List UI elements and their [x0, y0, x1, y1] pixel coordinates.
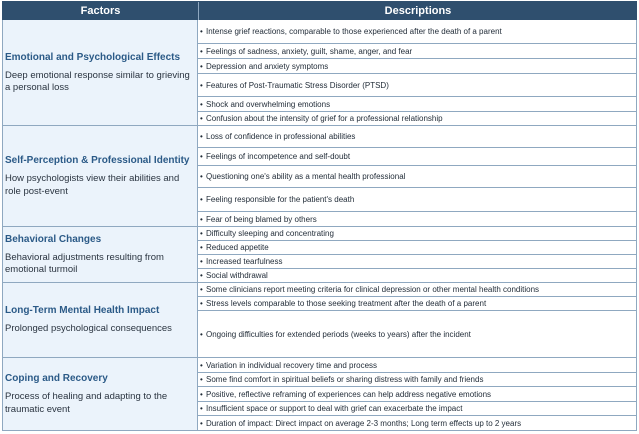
list-item: • Duration of impact: Direct impact on average 2-3 months; Long term effects up to 2 years	[198, 415, 636, 430]
factor-title: Behavioral Changes	[5, 233, 102, 245]
header-factors: Factors	[80, 5, 121, 17]
list-item: • Shock and overwhelming emotions	[198, 96, 636, 111]
factor-title: Coping and Recovery	[5, 373, 108, 384]
factor-title: Long-Term Mental Health Impact	[5, 305, 160, 317]
list-item: • Increased tearfulness	[198, 254, 636, 268]
description-list	[198, 283, 636, 357]
table-header	[2, 1, 637, 20]
factor-description: How psychologists view their abilities and role post-event	[5, 173, 180, 197]
factors-table	[2, 1, 637, 432]
list-item: • Ongoing difficulties for extended periods (weeks to years) after the incident	[198, 310, 636, 357]
list-item: • Depression and anxiety symptoms	[198, 58, 636, 73]
factor-description: Prolonged psychological consequences	[5, 323, 172, 335]
list-item: • Insufficient space or support to deal with grief can exacerbate the impact	[198, 401, 636, 415]
factor-cell	[3, 227, 198, 282]
factor-title: Emotional and Psychological Effects	[5, 51, 181, 63]
list-item: • Positive, reflective reframing of experiences can help address negative emotions	[198, 386, 636, 401]
factor-cell	[3, 20, 198, 125]
section-long-term	[2, 283, 637, 358]
factor-description: Deep emotional response similar to grieving a personal loss	[5, 69, 190, 93]
list-item: • Social withdrawal	[198, 268, 636, 282]
list-item: • Feelings of sadness, anxiety, guilt, shame, anger, and fear	[198, 43, 636, 58]
list-item: • Loss of confidence in professional abilities	[200, 132, 356, 141]
description-list	[198, 20, 636, 125]
factor-cell	[3, 358, 198, 430]
factor-description: Process of healing and adapting to the traumatic event	[5, 391, 168, 415]
list-item: • Some find comfort in spiritual beliefs or sharing distress with family and friends	[198, 372, 636, 386]
description-list	[198, 126, 636, 226]
list-item: • Some clinicians report meeting criteria for clinical depression or other mental health conditions	[200, 285, 540, 294]
list-item: • Reduced appetite	[198, 240, 636, 254]
description-list	[198, 227, 636, 282]
factor-title: Self-Perception & Professional Identity	[5, 155, 190, 166]
list-item: • Variation in individual recovery time and process	[200, 360, 378, 370]
list-item: • Confusion about the intensity of grief for a professional relationship	[198, 111, 636, 125]
factor-description: Behavioral adjustments resulting from emotional turmoil	[5, 251, 164, 275]
section-self-perception	[2, 126, 637, 227]
list-item: • Fear of being blamed by others	[198, 211, 636, 226]
description-list	[198, 358, 636, 430]
header-descriptions: Descriptions	[384, 5, 452, 17]
list-item: • Difficulty sleeping and concentrating	[200, 229, 334, 238]
list-item: • Feeling responsible for the patient's death	[198, 187, 636, 211]
section-behavioral	[2, 227, 637, 283]
list-item: • Features of Post-Traumatic Stress Disorder (PTSD)	[198, 73, 636, 96]
factor-cell	[3, 126, 198, 226]
section-coping	[2, 358, 637, 431]
factor-cell	[3, 283, 198, 357]
list-item: • Stress levels comparable to those seeking treatment after the death of a parent	[198, 296, 636, 310]
list-item: • Feelings of incompetence and self-doubt	[198, 147, 636, 165]
list-item: • Intense grief reactions, comparable to those experienced after the death of a parent	[200, 27, 502, 36]
section-emotional	[2, 20, 637, 126]
list-item: • Questioning one's ability as a mental health professional	[198, 165, 636, 187]
